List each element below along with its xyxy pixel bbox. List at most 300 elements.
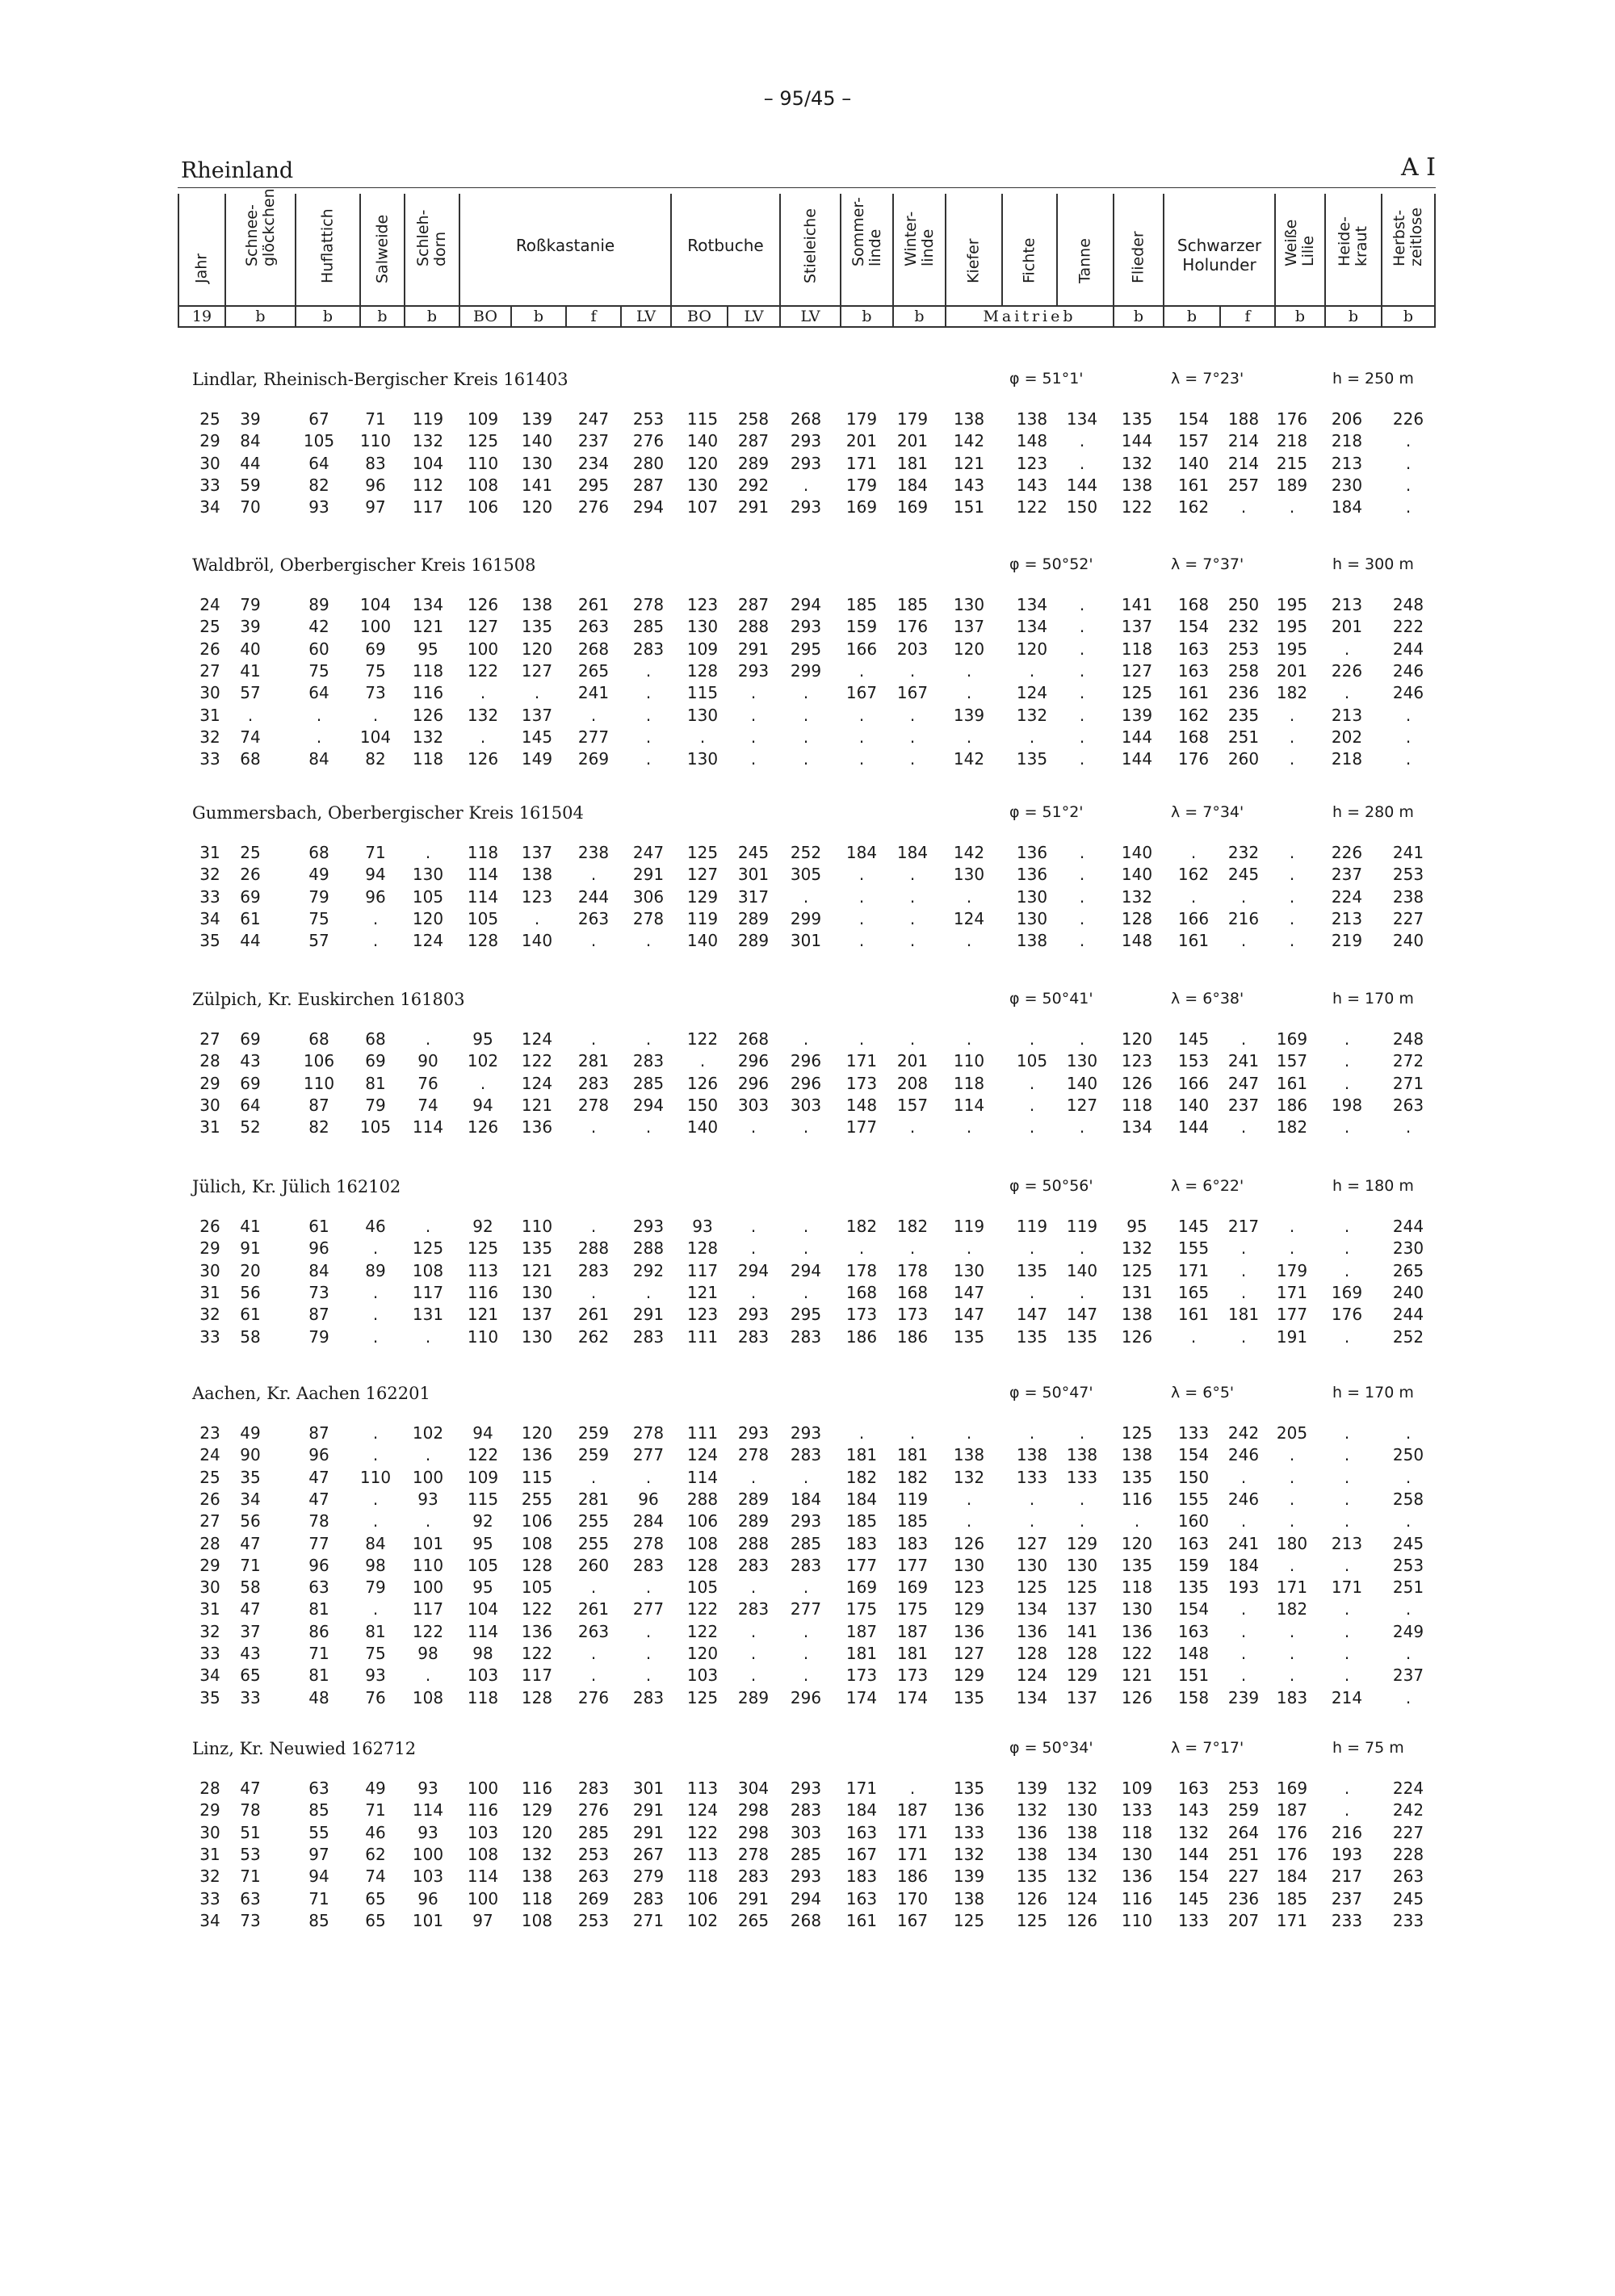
value-cell: 289 [737, 1511, 770, 1531]
value-cell: . [1344, 1555, 1350, 1575]
value-cell: 43 [240, 1051, 261, 1071]
value-cell: 245 [1227, 865, 1260, 885]
value-cell: . [1289, 1238, 1295, 1259]
value-cell: 89 [365, 1260, 386, 1280]
value-cell: 283 [790, 1326, 822, 1347]
year-cell: 29 [199, 1238, 220, 1259]
value-cell: 83 [365, 453, 386, 473]
value-cell: 42 [308, 617, 329, 637]
value-cell: . [750, 1282, 757, 1302]
value-cell: 171 [1276, 1282, 1308, 1302]
unit-cell: LV [779, 307, 840, 326]
value-cell: 96 [308, 1445, 329, 1465]
value-cell: 105 [412, 886, 444, 907]
value-cell: 138 [953, 409, 985, 429]
value-cell: 276 [632, 431, 665, 451]
value-cell: . [372, 1445, 379, 1465]
value-cell: 283 [577, 1260, 610, 1280]
table-row [0, 930, 1615, 952]
value-cell: . [750, 749, 757, 769]
value-cell: 116 [1121, 1888, 1153, 1908]
value-cell: 118 [467, 1687, 499, 1707]
header-herbst-zeitlose [1381, 194, 1436, 305]
value-cell: 260 [577, 1555, 610, 1575]
value-cell: 285 [577, 1822, 610, 1842]
table-row [0, 886, 1615, 908]
value-cell: 269 [577, 1888, 610, 1908]
value-cell: . [1079, 1117, 1085, 1138]
value-cell: 126 [1066, 1910, 1098, 1930]
header-label: Jahr [192, 253, 211, 283]
station-name: Jülich, Kr. Jülich 162102 [192, 1177, 401, 1196]
value-cell: 104 [359, 595, 392, 614]
value-cell: . [909, 931, 916, 951]
station-longitude: λ = 6°22' [1171, 1177, 1244, 1195]
value-cell: . [1344, 1217, 1350, 1236]
value-cell: 173 [896, 1665, 929, 1686]
value-cell: . [699, 1051, 706, 1071]
value-cell: 136 [521, 1621, 553, 1641]
value-cell: . [1344, 1779, 1350, 1798]
value-cell: . [1344, 1445, 1350, 1465]
value-cell: 81 [308, 1599, 329, 1619]
value-cell: 130 [953, 865, 985, 885]
value-cell: 118 [1121, 1095, 1153, 1115]
value-cell: 184 [896, 475, 929, 495]
value-cell: . [1240, 1238, 1247, 1259]
value-cell: 46 [365, 1217, 386, 1236]
value-cell: 108 [521, 1910, 553, 1930]
year-cell: 33 [199, 1644, 220, 1663]
value-cell: 165 [1177, 1282, 1210, 1302]
value-cell: . [1079, 1489, 1085, 1509]
value-cell: 171 [896, 1822, 929, 1842]
value-cell: 253 [577, 1844, 610, 1864]
value-cell: 86 [308, 1621, 329, 1641]
value-cell: 61 [240, 1305, 261, 1325]
value-cell: 106 [303, 1051, 335, 1071]
value-cell: 120 [521, 1822, 553, 1842]
value-cell: 128 [521, 1687, 553, 1707]
value-cell: 293 [737, 1423, 770, 1443]
value-cell: . [966, 1029, 972, 1049]
value-cell: 119 [896, 1489, 929, 1509]
value-cell: . [1190, 886, 1197, 907]
value-cell: 247 [632, 843, 665, 862]
value-cell: . [425, 1665, 431, 1686]
value-cell: 140 [1177, 453, 1210, 473]
header-flieder [1113, 194, 1163, 305]
value-cell: 187 [845, 1621, 878, 1641]
value-cell: . [1029, 1073, 1035, 1093]
value-cell: 87 [308, 1423, 329, 1443]
value-cell: 96 [638, 1489, 659, 1509]
value-cell: 122 [686, 1621, 719, 1641]
value-cell: 263 [1392, 1095, 1424, 1115]
value-cell: 69 [240, 1073, 261, 1093]
value-cell: 98 [417, 1644, 438, 1663]
value-cell: . [590, 1577, 597, 1598]
value-cell: 51 [240, 1822, 261, 1842]
value-cell: 136 [1016, 1621, 1048, 1641]
value-cell: . [480, 683, 486, 703]
value-cell: . [1079, 1511, 1085, 1531]
value-cell: 277 [632, 1445, 665, 1465]
value-cell: . [1289, 1511, 1295, 1531]
value-cell: . [1344, 1051, 1350, 1071]
value-cell: . [750, 1644, 757, 1663]
value-cell: 120 [1121, 1029, 1153, 1049]
unit-cell: BO [459, 307, 510, 326]
value-cell: 145 [521, 727, 553, 747]
value-cell: 94 [308, 1867, 329, 1887]
value-cell: 150 [1177, 1467, 1210, 1487]
value-cell: 125 [1121, 1423, 1153, 1443]
value-cell: 135 [953, 1326, 985, 1347]
value-cell: 295 [790, 1305, 822, 1325]
value-cell: 263 [577, 1867, 610, 1887]
value-cell: . [1240, 1117, 1247, 1138]
year-cell: 30 [199, 1822, 220, 1842]
value-cell: . [803, 1238, 809, 1259]
table-row [0, 908, 1615, 930]
value-cell: . [966, 1117, 972, 1138]
value-cell: 246 [1392, 683, 1424, 703]
value-cell: 134 [1016, 617, 1048, 637]
table-row [0, 1665, 1615, 1686]
value-cell: 306 [632, 886, 665, 907]
value-cell: 117 [521, 1665, 553, 1686]
value-cell: 138 [1016, 1844, 1048, 1864]
header-kiefer [945, 194, 1001, 305]
value-cell: 132 [1177, 1822, 1210, 1842]
value-cell: 265 [737, 1910, 770, 1930]
value-cell: 293 [737, 1305, 770, 1325]
value-cell: 53 [240, 1844, 261, 1864]
value-cell: . [909, 1423, 916, 1443]
value-cell: 144 [1177, 1844, 1210, 1864]
table-row [0, 1282, 1615, 1304]
value-cell: 124 [953, 908, 985, 928]
value-cell: 143 [1016, 475, 1048, 495]
value-cell: 110 [1121, 1910, 1153, 1930]
value-cell: 227 [1227, 1867, 1260, 1887]
table-row [0, 1687, 1615, 1709]
value-cell: 284 [632, 1511, 665, 1531]
value-cell: 285 [632, 1073, 665, 1093]
value-cell: 293 [790, 431, 822, 451]
value-cell: 291 [632, 1800, 665, 1820]
year-cell: 32 [199, 1621, 220, 1641]
year-cell: 28 [199, 1779, 220, 1798]
value-cell: 132 [1121, 1238, 1153, 1259]
value-cell: 241 [1392, 843, 1424, 862]
value-cell: 116 [412, 683, 444, 703]
header-label: Rotbuche [687, 236, 764, 255]
value-cell: . [858, 1423, 865, 1443]
value-cell: . [316, 705, 322, 725]
value-cell: 115 [686, 683, 719, 703]
value-cell: 106 [467, 497, 499, 517]
value-cell: . [425, 1029, 431, 1049]
value-cell: 248 [1392, 1029, 1424, 1049]
value-cell: 115 [686, 409, 719, 429]
value-cell: 111 [686, 1326, 719, 1347]
station-longitude: λ = 7°34' [1171, 803, 1244, 821]
year-cell: 34 [199, 1665, 220, 1686]
unit-cell: b [359, 307, 404, 326]
value-cell: 20 [240, 1260, 261, 1280]
value-cell: 271 [1392, 1073, 1424, 1093]
value-cell: 219 [1331, 931, 1363, 951]
value-cell: 214 [1227, 453, 1260, 473]
station-longitude: λ = 6°38' [1171, 990, 1244, 1008]
value-cell: . [750, 1665, 757, 1686]
value-cell: . [645, 660, 652, 681]
value-cell: 294 [632, 497, 665, 517]
value-cell: 90 [417, 1051, 438, 1071]
value-cell: 178 [896, 1260, 929, 1280]
value-cell: 132 [1121, 886, 1153, 907]
value-cell: 98 [365, 1555, 386, 1575]
value-cell: . [750, 727, 757, 747]
value-cell: 64 [308, 453, 329, 473]
value-cell: . [1344, 1644, 1350, 1663]
table-row [0, 1444, 1615, 1466]
value-cell: 106 [686, 1511, 719, 1531]
value-cell: . [1079, 886, 1085, 907]
value-cell: 293 [737, 660, 770, 681]
value-cell: 143 [953, 475, 985, 495]
value-cell: 158 [1177, 1687, 1210, 1707]
value-cell: 102 [412, 1423, 444, 1443]
value-cell: 25 [240, 843, 261, 862]
value-cell: 130 [1066, 1800, 1098, 1820]
value-cell: . [425, 1511, 431, 1531]
value-cell: 182 [1276, 1599, 1308, 1619]
value-cell: 133 [1177, 1910, 1210, 1930]
value-cell: 140 [521, 931, 553, 951]
value-cell: 71 [365, 843, 386, 862]
value-cell: 98 [472, 1644, 493, 1663]
year-cell: 29 [199, 1555, 220, 1575]
value-cell: 126 [1121, 1073, 1153, 1093]
value-cell: 301 [632, 1779, 665, 1798]
value-cell: 289 [737, 931, 770, 951]
value-cell: 237 [1331, 1888, 1363, 1908]
table-row [0, 409, 1615, 430]
value-cell: 85 [308, 1910, 329, 1930]
value-cell: 118 [412, 749, 444, 769]
value-cell: 132 [1066, 1779, 1098, 1798]
table-row [0, 453, 1615, 475]
value-cell: 126 [412, 705, 444, 725]
value-cell: 283 [632, 1555, 665, 1575]
table-row [0, 1510, 1615, 1532]
header-label: Kiefer [964, 238, 983, 283]
value-cell: 136 [521, 1117, 553, 1138]
value-cell: 43 [240, 1644, 261, 1663]
value-cell: . [803, 683, 809, 703]
value-cell: 169 [1276, 1779, 1308, 1798]
value-cell: 130 [953, 595, 985, 614]
value-cell: 129 [1066, 1533, 1098, 1553]
value-cell: 263 [577, 1621, 610, 1641]
value-cell: 303 [790, 1095, 822, 1115]
value-cell: 184 [845, 843, 878, 862]
value-cell: 127 [521, 660, 553, 681]
value-cell: 84 [365, 1533, 386, 1553]
header-label: Heide- kraut [1336, 216, 1370, 266]
value-cell: 123 [1121, 1051, 1153, 1071]
station-altitude: h = 300 m [1332, 555, 1414, 573]
value-cell: 92 [472, 1511, 493, 1531]
value-cell: . [1240, 1665, 1247, 1686]
value-cell: 110 [412, 1555, 444, 1575]
value-cell: 121 [686, 1282, 719, 1302]
value-cell: . [699, 727, 706, 747]
value-cell: 171 [845, 1779, 878, 1798]
value-cell: 130 [1066, 1051, 1098, 1071]
value-cell: 261 [577, 1599, 610, 1619]
value-cell: 171 [1177, 1260, 1210, 1280]
value-cell: 288 [632, 1238, 665, 1259]
value-cell: 155 [1177, 1238, 1210, 1259]
value-cell: 33 [240, 1687, 261, 1707]
value-cell: . [858, 727, 865, 747]
value-cell: 57 [240, 683, 261, 703]
value-cell: . [1405, 1599, 1412, 1619]
value-cell: . [909, 908, 916, 928]
value-cell: 244 [1392, 639, 1424, 659]
value-cell: 147 [953, 1282, 985, 1302]
value-cell: 276 [577, 1800, 610, 1820]
value-cell: 298 [737, 1822, 770, 1842]
value-cell: 293 [790, 1779, 822, 1798]
value-cell: 168 [1177, 727, 1210, 747]
value-cell: 69 [365, 1051, 386, 1071]
value-cell: . [750, 1467, 757, 1487]
value-cell: 141 [521, 475, 553, 495]
value-cell: 137 [521, 1305, 553, 1325]
value-cell: . [1079, 639, 1085, 659]
value-cell: 69 [240, 1029, 261, 1049]
value-cell: 65 [365, 1910, 386, 1930]
value-cell: 77 [308, 1533, 329, 1553]
value-cell: 269 [577, 749, 610, 769]
header-label: Sommer- linde [849, 197, 884, 266]
value-cell: . [1240, 886, 1247, 907]
table-row [0, 1117, 1615, 1138]
value-cell: 183 [845, 1533, 878, 1553]
value-cell: 101 [412, 1533, 444, 1553]
value-cell: 134 [1016, 1687, 1048, 1707]
value-cell: 169 [1331, 1282, 1363, 1302]
value-cell: 130 [686, 617, 719, 637]
value-cell: 268 [577, 639, 610, 659]
value-cell: . [1240, 1029, 1247, 1049]
value-cell: 127 [686, 865, 719, 885]
table-row [0, 842, 1615, 864]
value-cell: 278 [632, 1423, 665, 1443]
value-cell: 116 [521, 1779, 553, 1798]
value-cell: 120 [686, 453, 719, 473]
value-cell: 126 [953, 1533, 985, 1553]
station-longitude: λ = 7°17' [1171, 1739, 1244, 1757]
value-cell: 179 [845, 475, 878, 495]
value-cell: 175 [845, 1599, 878, 1619]
value-cell: 179 [1276, 1260, 1308, 1280]
value-cell: . [1079, 617, 1085, 637]
value-cell: 185 [896, 595, 929, 614]
value-cell: 135 [953, 1779, 985, 1798]
value-cell: 169 [896, 497, 929, 517]
value-cell: 184 [1276, 1867, 1308, 1887]
value-cell: 144 [1066, 475, 1098, 495]
value-cell: 130 [1121, 1844, 1153, 1864]
value-cell: 49 [240, 1423, 261, 1443]
value-cell: 168 [845, 1282, 878, 1302]
station-latitude: φ = 50°47' [1009, 1384, 1093, 1401]
value-cell: . [425, 843, 431, 862]
value-cell: . [858, 908, 865, 928]
value-cell: . [1079, 595, 1085, 614]
value-cell: 296 [790, 1687, 822, 1707]
unit-cell: 19 [178, 307, 224, 326]
value-cell: . [1344, 1326, 1350, 1347]
value-cell: 126 [467, 595, 499, 614]
table-row [0, 682, 1615, 704]
value-cell: 109 [686, 639, 719, 659]
value-cell: 135 [1121, 1555, 1153, 1575]
value-cell: 114 [467, 1867, 499, 1887]
value-cell: 63 [308, 1577, 329, 1598]
value-cell: 242 [1392, 1800, 1424, 1820]
value-cell: 283 [790, 1800, 822, 1820]
value-cell: 189 [1276, 475, 1308, 495]
value-cell: 47 [240, 1533, 261, 1553]
value-cell: 148 [1016, 431, 1048, 451]
header-label: Stieleiche [801, 208, 819, 283]
value-cell: 134 [1016, 1599, 1048, 1619]
value-cell: . [1240, 1326, 1247, 1347]
value-cell: 97 [472, 1910, 493, 1930]
value-cell: 114 [953, 1095, 985, 1115]
value-cell: 296 [790, 1051, 822, 1071]
value-cell: 67 [308, 409, 329, 429]
value-cell: 121 [521, 1260, 553, 1280]
value-cell: . [1405, 453, 1412, 473]
station-latitude: φ = 51°2' [1009, 803, 1084, 821]
value-cell: 213 [1331, 1533, 1363, 1553]
value-cell: . [966, 1238, 972, 1259]
value-cell: 113 [467, 1260, 499, 1280]
station-latitude: φ = 50°34' [1009, 1739, 1093, 1757]
units-row [178, 305, 1436, 328]
value-cell: . [645, 1117, 652, 1138]
value-cell: . [1029, 727, 1035, 747]
header-label: Huflattich [318, 208, 337, 283]
value-cell: 138 [521, 1867, 553, 1887]
value-cell: 186 [845, 1326, 878, 1347]
value-cell: 166 [1177, 908, 1210, 928]
value-cell: . [1405, 1423, 1412, 1443]
value-cell: . [590, 1217, 597, 1236]
value-cell: 285 [790, 1533, 822, 1553]
value-cell: 233 [1392, 1910, 1424, 1930]
value-cell: 139 [1121, 705, 1153, 725]
value-cell: 247 [1227, 1073, 1260, 1093]
